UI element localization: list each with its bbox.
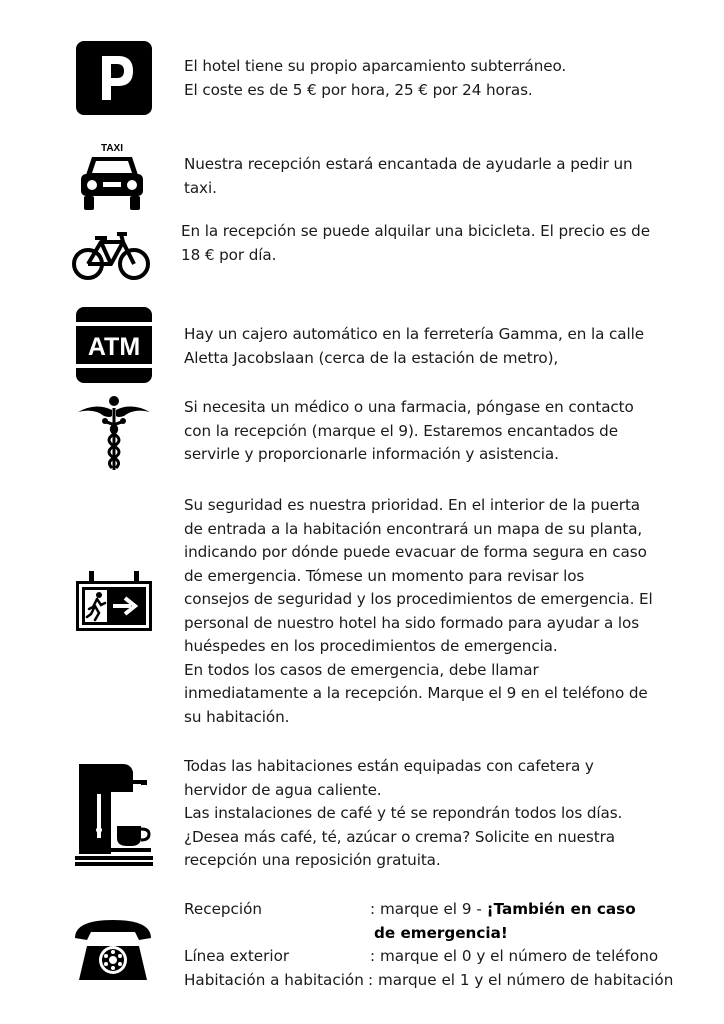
outside-line-value: : marque el 0 y el número de teléfono [370, 947, 659, 965]
emergency-exit-icon [75, 571, 153, 633]
reception-label: Recepción [184, 900, 263, 918]
parking-text: El hotel tiene su propio aparcamiento subterráneo. El coste es de 5 € por hora, 25 € por 24 horas. [184, 57, 567, 99]
coffee-machine-icon [75, 764, 155, 866]
safety-text: Su seguridad es nuestra prioridad. En el interior de la puerta de entrada a la habitación encontrará un mapa de su planta, indicando por dónde puede evacuar de forma segura en caso de emergencia. Tómese un momento para revisar los consejos de seguridad y los procedimientos de emergencia. El personal de nuestro hotel ha sido formado para ayudar a los huéspedes en los procedimientos de emergencia. En todos los casos de emergencia, debe llamar inmediatamente a la recepción. Marque el 9 en el teléfono de su habitación. [184, 496, 653, 726]
reception-value-text: : marque el 9 - [370, 900, 482, 918]
atm-icon-label: ATM [87, 333, 141, 361]
caduceus-icon [76, 394, 152, 472]
parking-icon [75, 40, 153, 116]
telephone-icon [73, 916, 153, 982]
bicycle-text: En la recepción se puede alquilar una bicicleta. El precio es de 18 € por día. [181, 222, 650, 264]
bicycle-icon [71, 230, 151, 282]
outside-line-label: Línea exterior [184, 947, 290, 965]
medical-text: Si necesita un médico o una farmacia, póngase en contacto con la recepción (marque el 9). Estaremos encantados de servirle y proporcionarle información y asistencia. [184, 398, 634, 463]
atm-icon [75, 306, 153, 384]
room-to-room-value: : marque el 1 y el número de habitación [368, 970, 674, 989]
reception-value [370, 898, 636, 922]
room-to-room-label: Habitación a habitación [184, 970, 364, 989]
reception-emergency-note-cont: de emergencia! [374, 923, 508, 942]
reception-emergency-note: ¡También en caso [486, 900, 636, 918]
atm-text: Hay un cajero automático en la ferretería Gamma, en la calle Aletta Jacobslaan (cerca de la estación de metro), [184, 325, 644, 367]
taxi-text: Nuestra recepción estará encantada de ayudarle a pedir un taxi. [184, 155, 633, 197]
coffee-text: Todas las habitaciones están equipadas con cafetera y hervidor de agua caliente. Las instalaciones de café y té se repondrán todos los días. ¿Desea más café, té, azúcar o crema? Solicite en nuestra recepción una reposición gratuita. [184, 757, 623, 869]
taxi-icon [78, 141, 146, 213]
taxi-icon-label: TAXI [100, 143, 124, 154]
